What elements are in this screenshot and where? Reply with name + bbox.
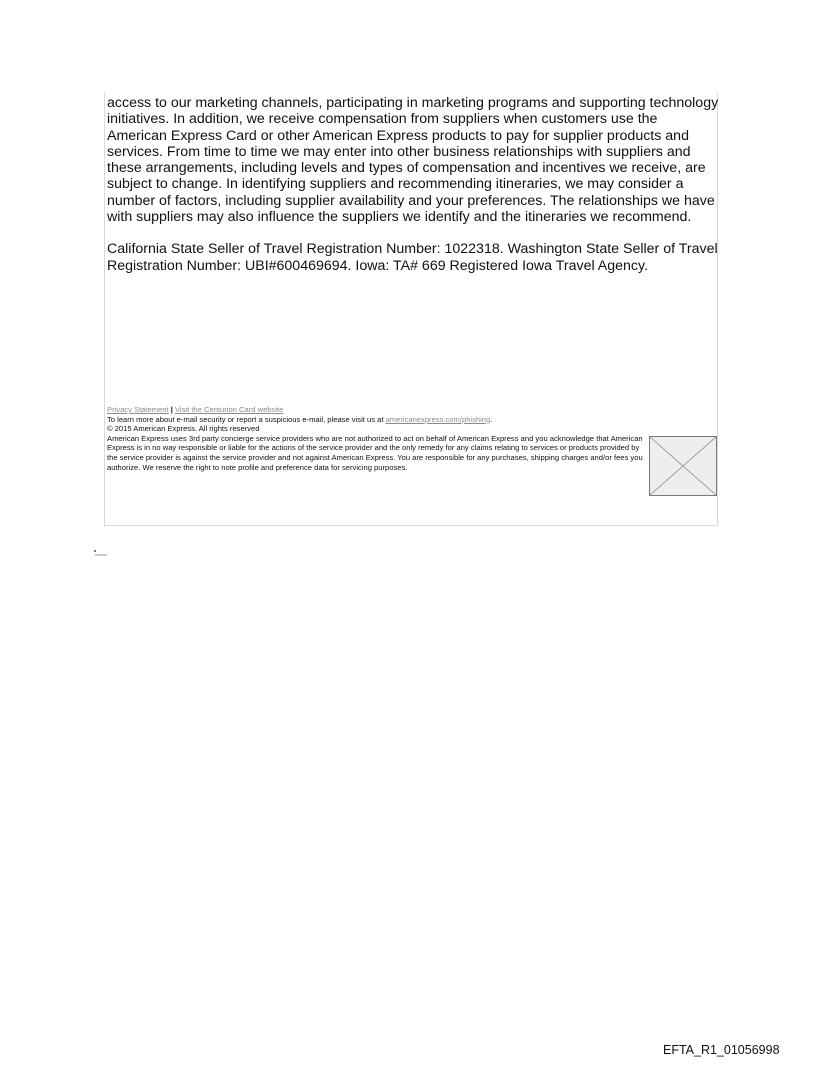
link-separator: |	[170, 405, 173, 414]
security-notice	[107, 415, 647, 425]
privacy-statement-link[interactable]: Privacy Statement	[107, 405, 169, 414]
email-footer	[107, 405, 647, 472]
centurion-website-link[interactable]: Visit the Centurion Card website	[175, 405, 284, 414]
security-text: To learn more about e-mail security or report a suspicious e-mail, please visit us at	[107, 414, 384, 424]
tiny-image-icon	[94, 543, 108, 549]
email-body	[107, 95, 719, 290]
phishing-link[interactable]: americanexpress.com/phishing	[385, 414, 491, 424]
supplier-compensation-paragraph: access to our marketing channels, participating in marketing programs and supporting technology initiatives. In addition, we receive compensation from suppliers when customers use the American Express Card or other American Express products to pay for supplier products and services. From time to time we may enter into other business relationships with suppliers and these arrangements, including levels and types of compensation and incentives we receive, are subject to change. In identifying suppliers and recommending itineraries, we may consider a number of factors, including supplier availability and your preferences. The relationships we have with suppliers may also influence the suppliers we identify and the itineraries we recommend.	[107, 95, 719, 226]
document-id: EFTA_R1_01056998	[663, 1043, 780, 1057]
copyright-text: © 2015 American Express. All rights reserved	[107, 424, 260, 434]
security-end: .	[490, 414, 493, 424]
footer-links-row	[107, 405, 647, 415]
registration-paragraph: California State Seller of Travel Registration Number: 1022318. Washington State Seller of Travel Registration Number: UBI#600469694. Iowa: TA# 669 Registered Iowa Travel Agency.	[107, 241, 718, 274]
broken-image-icon	[649, 436, 717, 496]
concierge-disclaimer: American Express uses 3rd party concierge service providers who are not authorized to act on behalf of American Express and you acknowledge that American Express is in no way responsible or liable for the actions of the service provider and the only remedy for any claims relating to services or products provided by the service provider is against the service provider and not against American Express. You are responsible for any purchases, shipping charges and/or fees you authorize. We reserve the right to note profile and preference data for servicing purposes.	[107, 433, 643, 472]
